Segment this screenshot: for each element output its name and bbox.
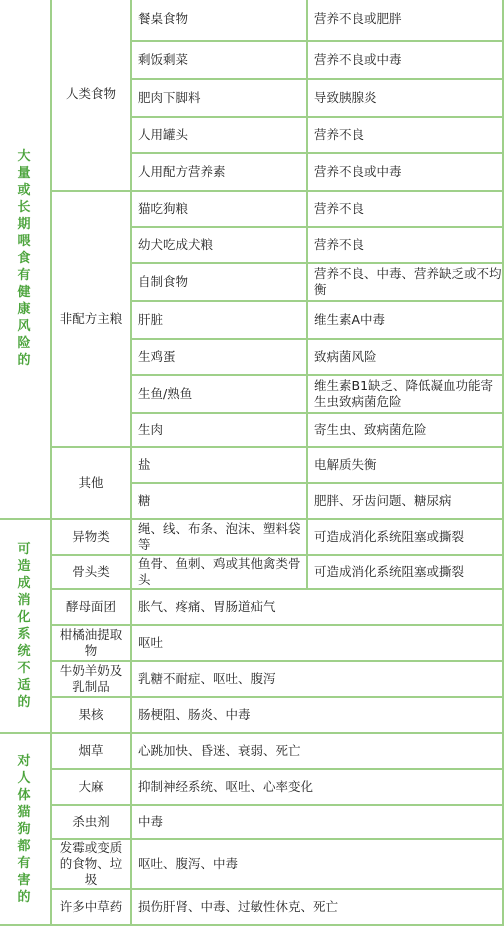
category-cell: 发霉或变质的食物、垃圾	[51, 839, 131, 889]
risk-cell: 导致胰腺炎	[307, 79, 503, 117]
table-row	[0, 447, 503, 483]
risk-cell: 营养不良	[307, 227, 503, 263]
food-cell: 肥肉下脚料	[131, 79, 307, 117]
food-cell: 人用罐头	[131, 117, 307, 153]
risk-cell: 电解质失衡	[307, 447, 503, 483]
risk-cell: 呕吐	[131, 625, 503, 661]
table-row	[0, 519, 503, 555]
risk-cell: 维生素B1缺乏、降低凝血功能寄生虫致病菌危险	[307, 375, 503, 413]
food-cell: 自制食物	[131, 263, 307, 301]
risk-cell: 肠梗阻、肠炎、中毒	[131, 697, 503, 733]
risk-cell: 营养不良或中毒	[307, 153, 503, 191]
food-cell: 盐	[131, 447, 307, 483]
food-cell: 绳、线、布条、泡沫、塑料袋等	[131, 519, 307, 555]
risk-cell: 可造成消化系统阻塞或撕裂	[307, 519, 503, 555]
food-cell: 人用配方营养素	[131, 153, 307, 191]
table-row	[0, 625, 503, 661]
risk-cell: 营养不良	[307, 191, 503, 227]
category-cell: 非配方主粮	[51, 191, 131, 447]
table-row	[0, 0, 503, 41]
section-title: 可造成消化系统不适的	[0, 519, 51, 733]
category-cell: 烟草	[51, 733, 131, 769]
section-title: 对人体猫狗都有害的	[0, 733, 51, 925]
risk-cell: 损伤肝肾、中毒、过敏性休克、死亡	[131, 889, 503, 925]
category-cell: 牛奶羊奶及乳制品	[51, 661, 131, 697]
food-cell: 餐桌食物	[131, 0, 307, 41]
category-cell: 杀虫剂	[51, 805, 131, 839]
category-cell: 人类食物	[51, 0, 131, 191]
section-title: 大量或长期喂食有健康风险的	[0, 0, 51, 519]
category-cell: 异物类	[51, 519, 131, 555]
category-cell: 骨头类	[51, 555, 131, 589]
risk-cell: 营养不良或中毒	[307, 41, 503, 79]
risk-cell: 乳糖不耐症、呕吐、腹泻	[131, 661, 503, 697]
table-row	[0, 191, 503, 227]
food-cell: 幼犬吃成犬粮	[131, 227, 307, 263]
risk-cell: 维生素A中毒	[307, 301, 503, 339]
risk-cell: 营养不良、中毒、营养缺乏或不均衡	[307, 263, 503, 301]
category-cell: 果核	[51, 697, 131, 733]
table-row	[0, 733, 503, 769]
risk-cell: 致病菌风险	[307, 339, 503, 375]
table-row	[0, 839, 503, 889]
risk-cell: 心跳加快、昏迷、衰弱、死亡	[131, 733, 503, 769]
table-row	[0, 661, 503, 697]
food-cell: 糖	[131, 483, 307, 519]
category-cell: 酵母面团	[51, 589, 131, 625]
food-cell: 猫吃狗粮	[131, 191, 307, 227]
risk-cell: 呕吐、腹泻、中毒	[131, 839, 503, 889]
table-row	[0, 805, 503, 839]
food-cell: 生鱼/熟鱼	[131, 375, 307, 413]
risk-cell: 寄生虫、致病菌危险	[307, 413, 503, 447]
table-row	[0, 697, 503, 733]
food-cell: 生鸡蛋	[131, 339, 307, 375]
table-row	[0, 889, 503, 925]
category-cell: 其他	[51, 447, 131, 519]
risk-cell: 中毒	[131, 805, 503, 839]
food-cell: 剩饭剩菜	[131, 41, 307, 79]
risk-cell: 胀气、疼痛、胃肠道疝气	[131, 589, 503, 625]
table-row	[0, 589, 503, 625]
risk-cell: 可造成消化系统阻塞或撕裂	[307, 555, 503, 589]
table-row	[0, 555, 503, 589]
category-cell: 大麻	[51, 769, 131, 805]
risk-cell: 营养不良或肥胖	[307, 0, 503, 41]
category-cell: 许多中草药	[51, 889, 131, 925]
risk-cell: 肥胖、牙齿问题、糖尿病	[307, 483, 503, 519]
food-cell: 肝脏	[131, 301, 307, 339]
category-cell: 柑橘油提取物	[51, 625, 131, 661]
food-cell: 生肉	[131, 413, 307, 447]
table-row	[0, 769, 503, 805]
food-cell: 鱼骨、鱼刺、鸡或其他禽类骨头	[131, 555, 307, 589]
risk-cell: 营养不良	[307, 117, 503, 153]
risk-cell: 抑制神经系统、呕吐、心率变化	[131, 769, 503, 805]
